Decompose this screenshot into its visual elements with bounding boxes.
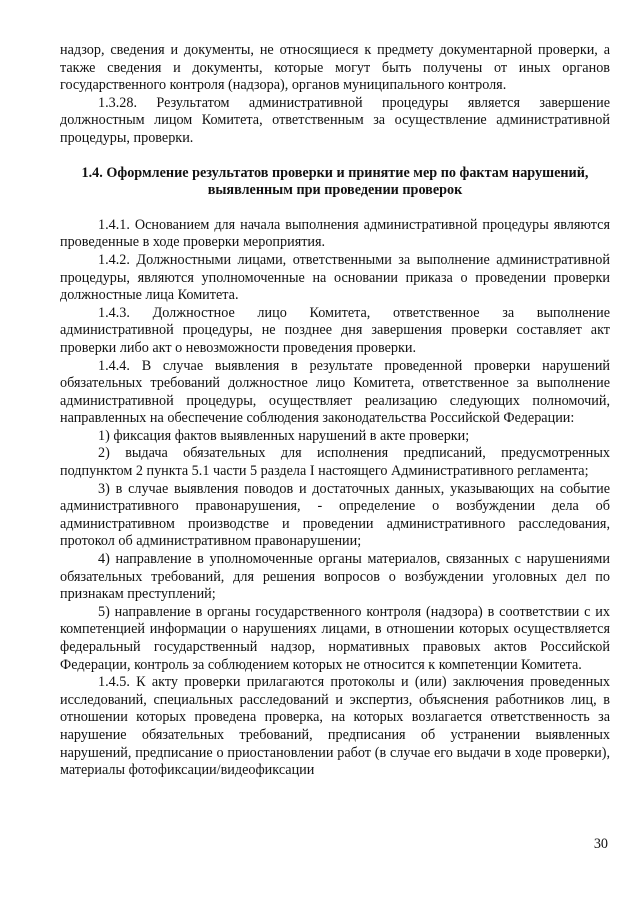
spacer: [60, 200, 610, 217]
list-item-3: 3) в случае выявления поводов и достаточных данных, указывающих на событие административного правонарушения, - определение о возбуждении дела об административном производстве и проведении административного расследования, протокол об административном правонарушении;: [60, 480, 610, 550]
document-page: [60, 42, 610, 780]
paragraph-1-4-4: 1.4.4. В случае выявления в результате проведенной проверки нарушений обязательных требований должностное лицо Комитета, ответственное за выполнение административной процедуры, осуществляет реализацию следующих полномочий, направленных на обеспечение соблюдения законодательства Российской Федерации:: [60, 357, 610, 427]
spacer: [60, 148, 610, 165]
paragraph-1-3-28: 1.3.28. Результатом административной процедуры является завершение должностным лицом Комитета, ответственным за осуществление административной процедуры, проверки.: [60, 94, 610, 146]
list-item-5: 5) направление в органы государственного контроля (надзора) в соответствии с их компетенцией информации о нарушениях лицами, в отношении которых осуществляется федеральный государственный надзор, нормативных правовых актов Российской Федерации, контроль за соблюдением которых не относится к компетенции Комитета.: [60, 603, 610, 673]
section-heading: 1.4. Оформление результатов проверки и принятие мер по фактам нарушений, выявленным при проведении проверок: [81, 164, 589, 199]
paragraph-1-4-3: 1.4.3. Должностное лицо Комитета, ответственное за выполнение административной процедуры, не позднее дня завершения проверки составляет акт проверки либо акт о невозможности проведения проверки.: [60, 304, 610, 356]
list-item-1: 1) фиксация фактов выявленных нарушений в акте проверки;: [98, 427, 470, 444]
paragraph-1-4-5: 1.4.5. К акту проверки прилагаются протоколы и (или) заключения проведенных исследований, специальных расследований и экспертиз, объяснения работников лиц, в отношении которых проведена проверка, на которых возлагается ответственность за нарушение обязательных требований, предписания об устранении выявленных нарушений, предписание о приостановлении работ (в случае его выдачи в ходе проверки), материалы фотофиксации/видеофиксации: [60, 674, 610, 779]
paragraph-1-4-1: 1.4.1. Основанием для начала выполнения административной процедуры являются проведенные в ходе проверки мероприятия.: [60, 216, 610, 251]
paragraph-continuation: надзор, сведения и документы, не относящиеся к предмету документарной проверки, а также сведения и документы, которые могут быть получены от иных органов государственного контроля (надзора), органов муниципального контроля.: [60, 42, 610, 94]
page-number: 30: [593, 836, 608, 852]
paragraph-1-4-2: 1.4.2. Должностными лицами, ответственными за выполнение административной процедуры, являются уполномоченные на основании приказа о проведении проверки должностные лица Комитета.: [60, 251, 610, 304]
list-item-4: 4) направление в уполномоченные органы материалов, связанных с нарушениями обязательных требований, для решения вопросов о возбуждении уголовных дел по признакам преступлений;: [60, 551, 610, 603]
list-item-2: 2) выдача обязательных для исполнения предписаний, предусмотренных подпунктом 2 пункта 5.1 части 5 раздела I настоящего Административного регламента;: [60, 445, 610, 480]
